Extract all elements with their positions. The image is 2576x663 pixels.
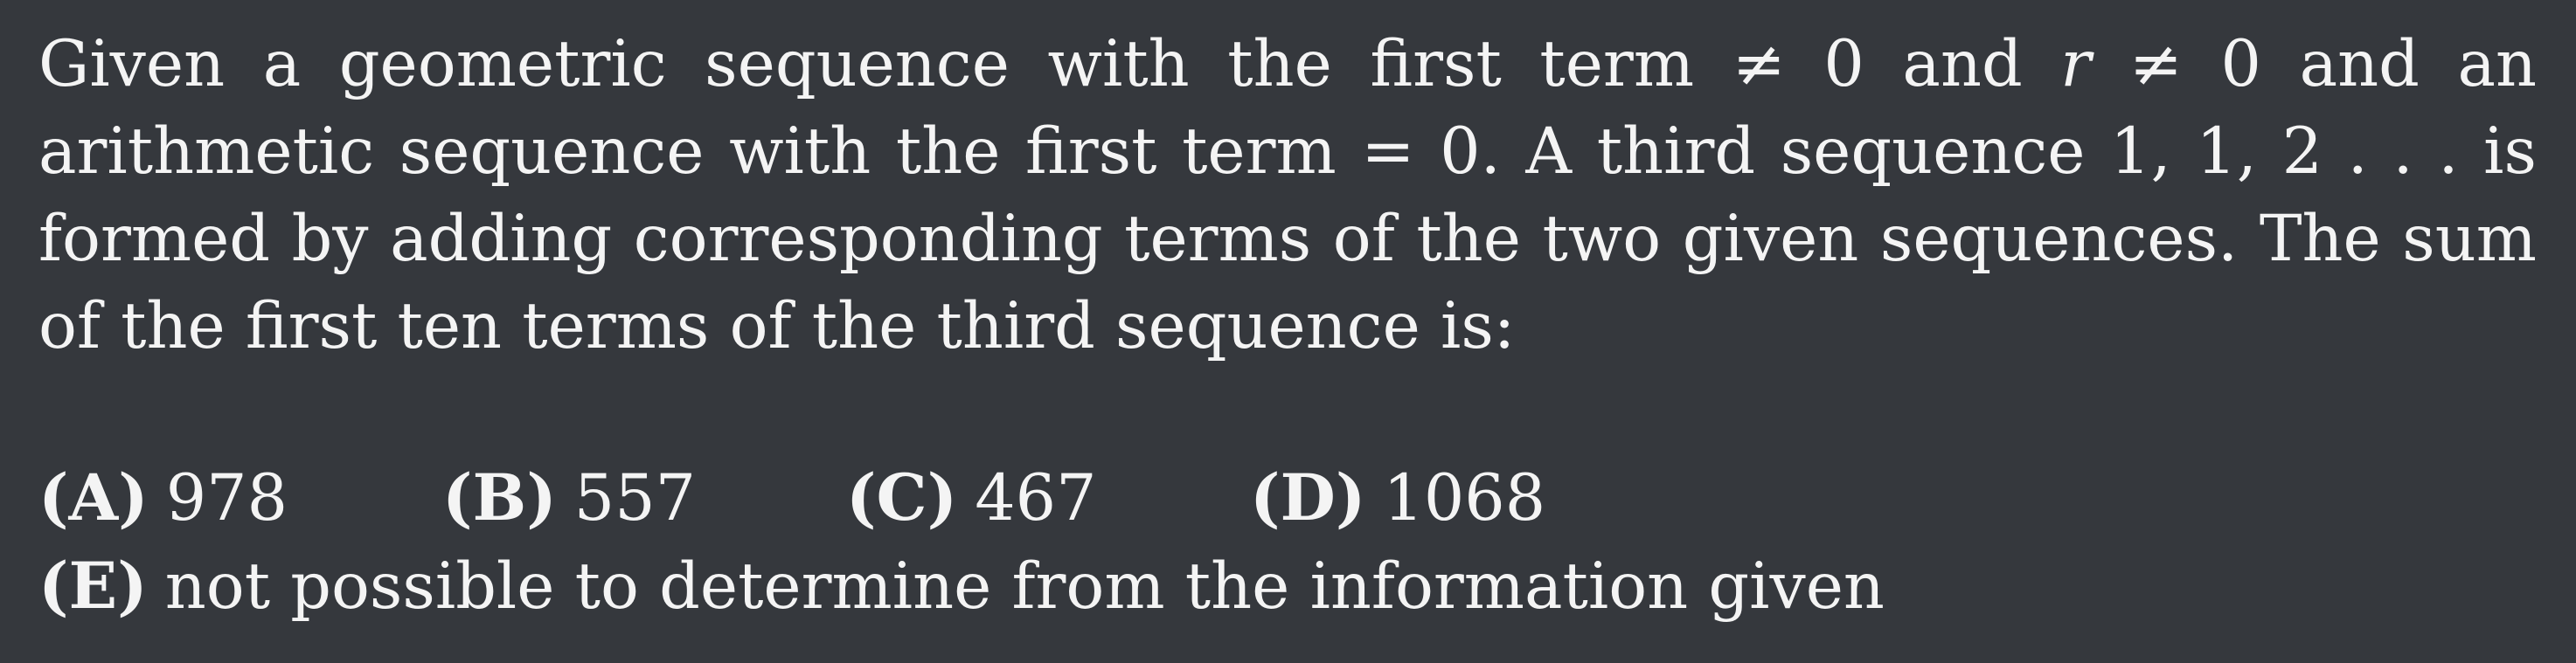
choice-b-text: 557 <box>573 461 697 535</box>
choice-e-letter: (E) <box>38 549 148 624</box>
choice-b-letter: (B) <box>442 460 557 535</box>
choice-a-text: 978 <box>165 461 288 535</box>
choice-c-text: 467 <box>975 461 1097 535</box>
choices-row-1 <box>38 454 2537 542</box>
choice-a[interactable] <box>38 454 442 542</box>
choice-d-letter: (D) <box>1250 460 1366 535</box>
answer-choices <box>38 454 2537 631</box>
choices-row-2 <box>38 542 2537 631</box>
choice-c-letter: (C) <box>846 460 958 535</box>
choice-e-text: not possible to determine from the information given <box>164 549 1885 624</box>
problem-text-part-1: Given a geometric sequence with the first term ≠ 0 and <box>38 27 2061 101</box>
ratio-variable: r <box>2060 27 2092 101</box>
choice-b[interactable] <box>442 454 846 542</box>
choice-d[interactable] <box>1250 454 1617 542</box>
choice-e[interactable] <box>38 542 1885 631</box>
choice-a-letter: (A) <box>38 460 149 535</box>
choice-c[interactable] <box>846 454 1250 542</box>
choice-d-text: 1068 <box>1383 461 1546 535</box>
problem-statement <box>38 21 2537 370</box>
problem-text-part-2: ≠ 0 and an arithmetic sequence with the first term = 0. A third sequence 1, 1, 2 . . . is formed by adding corresponding terms of the two given sequences. The sum of the first ten terms of the third sequence is: <box>38 27 2537 363</box>
